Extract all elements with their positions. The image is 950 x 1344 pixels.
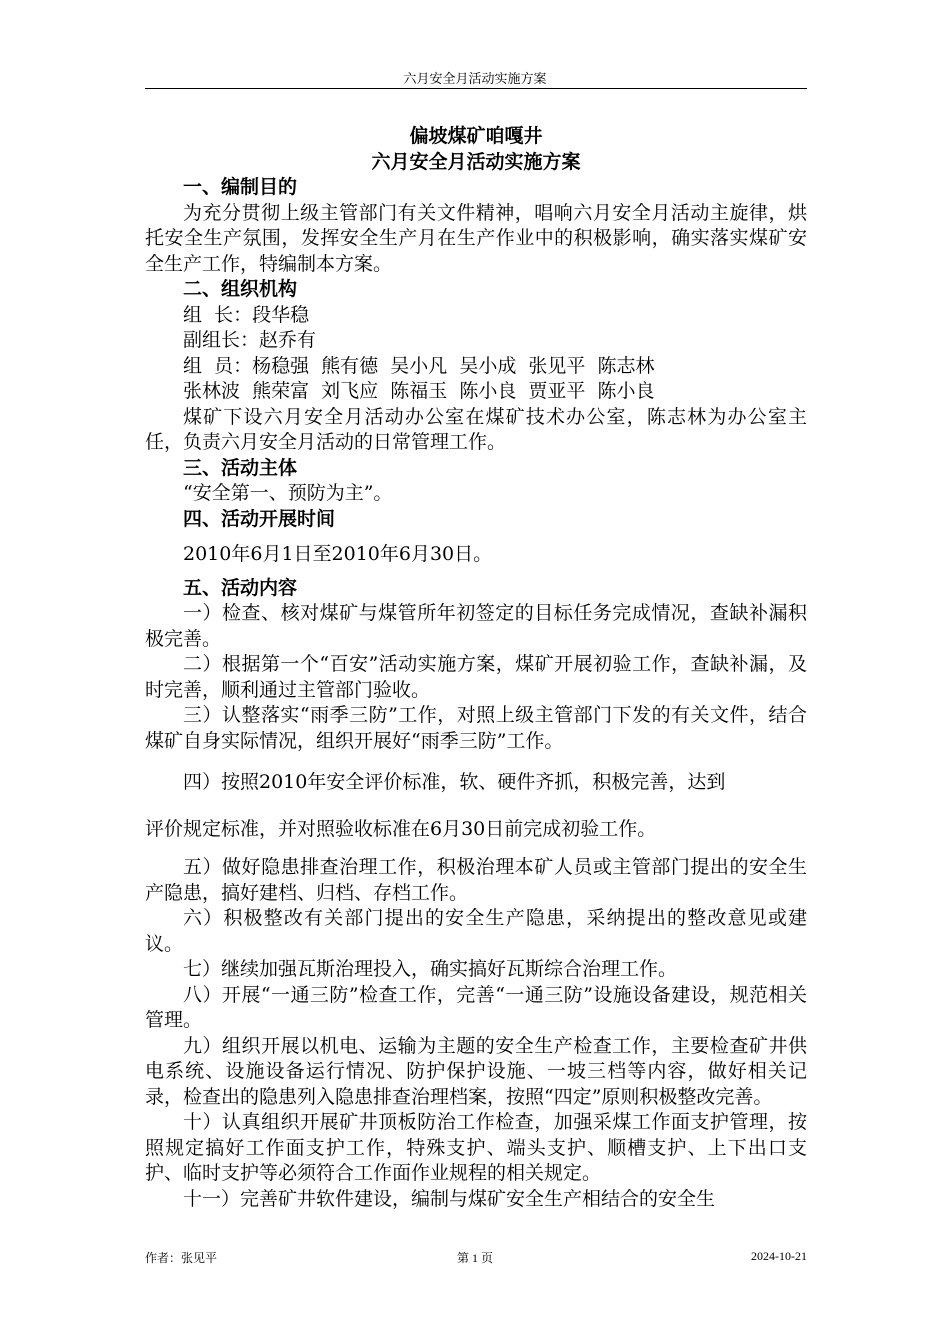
header-rule <box>145 88 807 89</box>
page-header-title: 六月安全月活动实施方案 <box>403 72 547 87</box>
content-item-4-line2: 评价规定标准，并对照验收标准在6月30日前完成初验工作。 <box>145 817 657 840</box>
content-item-11: 十一）完善矿井软件建设，编制与煤矿安全生产相结合的安全生 <box>183 1187 716 1210</box>
org-leader: 组 长：段华稳 <box>183 303 310 326</box>
footer-author: 作者：张见平 <box>145 1251 218 1265</box>
section-1-text: 为充分贯彻上级主管部门有关文件精神，唱响六月安全月活动主旋律，烘托安全生产氛围，发挥安全生产月在生产作业中的积极影响，确实落实煤矿安全生产工作，特编制本方案。 <box>145 201 807 275</box>
content-item-8: 八）开展“一通三防”检查工作，完善“一通三防”设施设备建设，规范相关管理。 <box>145 983 807 1031</box>
content-item-4-line1: 四）按照2010年安全评价标准，软、硬件齐抓，积极完善，达到 <box>183 771 726 793</box>
section-5-heading: 五、活动内容 <box>183 576 298 599</box>
section-2-text: 煤矿下设六月安全月活动办公室在煤矿技术办公室，陈志林为办公室主任，负责六月安全月活动的日常管理工作。 <box>145 405 807 453</box>
org-members-line2: 张林波 熊荣富 刘飞应 陈福玉 陈小良 贾亚平 陈小良 <box>183 380 655 402</box>
section-4-text: 2010年6月1日至2010年6月30日。 <box>183 543 493 565</box>
section-3-text: “安全第一、预防为主”。 <box>183 482 393 504</box>
content-item-10: 十）认真组织开展矿井顶板防治工作检查，加强采煤工作面支护管理，按照规定搞好工作面支护工作，特殊支护、端头支护、顺槽支护、上下出口支护、临时支护等必须符合工作面作业规程的相关规定。 <box>145 1111 807 1184</box>
org-members-line1: 组 员：杨稳强 熊有德 吴小凡 吴小成 张见平 陈志林 <box>183 354 655 377</box>
content-item-6: 六）积极整改有关部门提出的安全生产隐患，采纳提出的整改意见或建议。 <box>145 907 807 955</box>
content-item-3: 三）认整落实“雨季三防”工作，对照上级主管部门下发的有关文件，结合煤矿自身实际情况，组织开展好“雨季三防”工作。 <box>145 704 807 752</box>
footer-page-number: 第 1 页 <box>456 1251 493 1265</box>
org-deputy: 副组长：赵乔有 <box>183 329 317 351</box>
section-4-heading: 四、活动开展时间 <box>183 507 336 530</box>
document-body <box>145 124 807 1212</box>
content-item-2: 二）根据第一个“百安”活动实施方案，煤矿开展初验工作，查缺补漏，及时完善，顺利通过主管部门验收。 <box>145 653 807 701</box>
doc-title-line1: 偏坡煤矿咱嘎井 <box>409 125 543 147</box>
content-item-5: 五）做好隐患排查治理工作，积极治理本矿人员或主管部门提出的安全生产隐患，搞好建档、归档、存档工作。 <box>145 856 807 904</box>
content-item-1: 一）检查、核对煤矿与煤管所年初签定的目标任务完成情况，查缺补漏积极完善。 <box>145 602 807 650</box>
section-3-heading: 三、活动主体 <box>183 456 298 479</box>
doc-title-line2: 六月安全月活动实施方案 <box>371 150 581 173</box>
content-item-7: 七）继续加强瓦斯治理投入，确实搞好瓦斯综合治理工作。 <box>183 958 678 980</box>
section-2-heading: 二、组织机构 <box>183 278 298 300</box>
footer-date: 2024-10-21 <box>751 1249 807 1263</box>
section-1-heading: 一、编制目的 <box>183 176 298 198</box>
content-item-9: 九）组织开展以机电、运输为主题的安全生产检查工作，主要检查矿井供电系统、设施设备运行情况、防护保护设施、一坡三档等内容，做好相关记录，检查出的隐患列入隐患排查治理档案，按照“四定”原则积极整改完善。 <box>145 1034 807 1108</box>
